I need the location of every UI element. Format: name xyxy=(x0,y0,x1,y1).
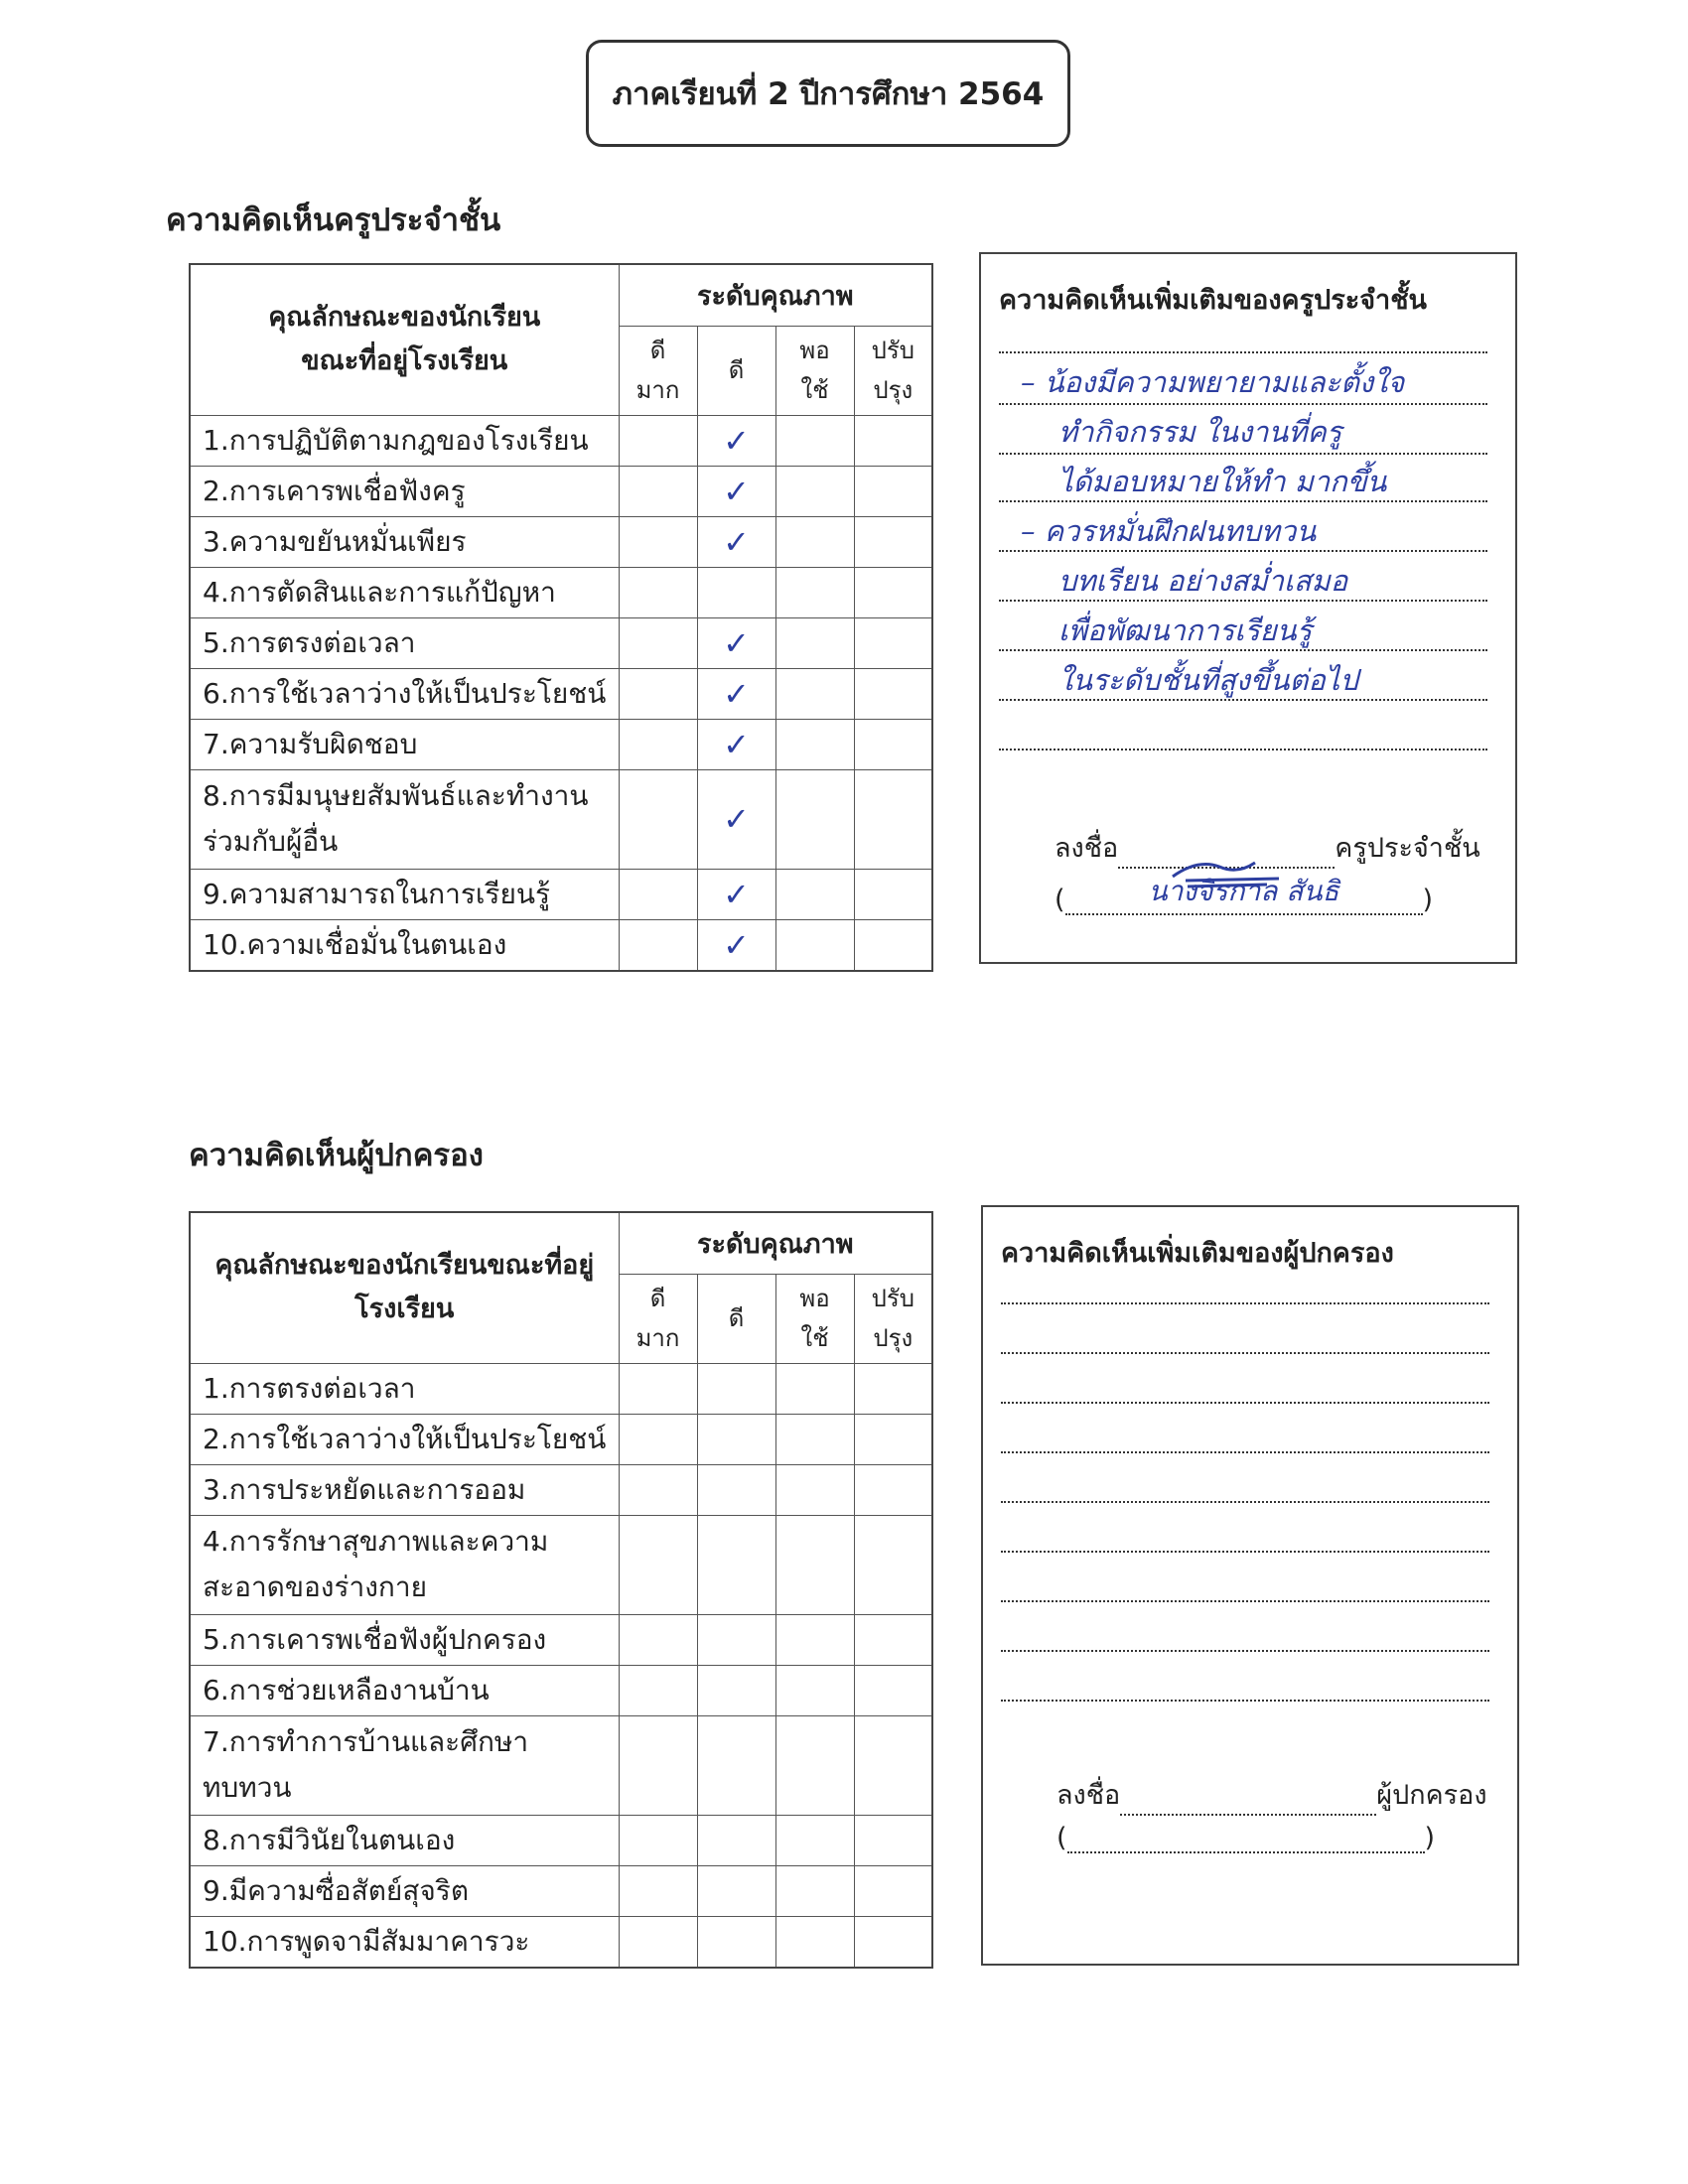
handwritten-comment: เพื่อพัฒนาการเรียนรู้ xyxy=(1058,614,1313,647)
rating-cell[interactable] xyxy=(854,719,932,769)
dotted-line xyxy=(1001,1402,1489,1404)
row-label xyxy=(190,719,619,769)
row-label-line: 2.การใช้เวลาว่างให้เป็นประโยชน์ xyxy=(203,1422,607,1455)
row-label-line: 7.ความรับผิดชอบ xyxy=(203,727,418,760)
table-row xyxy=(190,567,932,617)
teacher-comment-box xyxy=(979,252,1517,964)
handwritten-comment: – น้องมีความพยายามและตั้งใจ xyxy=(1021,365,1405,399)
rating-cell[interactable] xyxy=(775,1515,854,1614)
row-label xyxy=(190,617,619,668)
level-line: ดี xyxy=(649,337,666,364)
table-row xyxy=(190,869,932,919)
table-row xyxy=(190,919,932,971)
rating-cell[interactable] xyxy=(619,1614,697,1665)
rating-cell[interactable]: ✓ xyxy=(697,869,775,919)
rating-cell[interactable] xyxy=(775,617,854,668)
rating-cell[interactable] xyxy=(697,1363,775,1414)
row-label-line: 2.การเคารพเชื่อฟังครู xyxy=(203,474,466,507)
rating-cell[interactable] xyxy=(619,1815,697,1865)
table-header-quality-level: ระดับคุณภาพ xyxy=(619,264,932,326)
rating-cell[interactable] xyxy=(619,516,697,567)
level-line: ใช้ xyxy=(800,1324,829,1352)
table-row xyxy=(190,1665,932,1715)
dotted-line xyxy=(1001,1451,1489,1453)
parent-signature-line xyxy=(1056,1773,1487,1816)
handwritten-comment: – ควรหมั่นฝึกฝนทบทวน xyxy=(1021,514,1317,548)
teacher-comment-title: ความคิดเห็นเพิ่มเติมของครูประจำชั้น xyxy=(999,285,1427,316)
row-label xyxy=(190,466,619,516)
name-close-paren: ) xyxy=(1424,1823,1436,1853)
row-label-line: 9.มีความซื่อสัตย์สุจริต xyxy=(203,1873,470,1907)
dotted-line xyxy=(1001,1650,1489,1652)
row-label-line: 1.การปฏิบัติตามกฎของโรงเรียน xyxy=(203,423,589,457)
row-label xyxy=(190,1815,619,1865)
level-line: ดี xyxy=(728,356,745,384)
sign-role: ผู้ปกครอง xyxy=(1376,1780,1487,1811)
sign-role: ครูประจำชั้น xyxy=(1335,833,1480,864)
row-label-line: 1.การตรงต่อเวลา xyxy=(203,1371,416,1405)
row-label xyxy=(190,1464,619,1515)
level-line: ปรับ xyxy=(871,1285,914,1312)
rating-cell[interactable] xyxy=(619,668,697,719)
signature-field xyxy=(1120,1814,1376,1816)
dotted-line xyxy=(1001,1501,1489,1503)
level-fair xyxy=(775,326,854,415)
teacher-section-title: ความคิดเห็นครูประจำชั้น xyxy=(166,203,501,238)
name-field xyxy=(1067,1851,1425,1853)
rating-cell[interactable] xyxy=(854,1464,932,1515)
row-label-line: 4.การรักษาสุขภาพและความ xyxy=(203,1525,549,1558)
parent-name-line xyxy=(1056,1823,1435,1853)
row-label-line: 4.การตัดสินและการแก้ปัญหา xyxy=(203,575,556,609)
level-line: มาก xyxy=(635,1324,680,1352)
rating-cell[interactable] xyxy=(619,1414,697,1464)
rating-cell[interactable] xyxy=(775,415,854,466)
rating-cell[interactable]: ✓ xyxy=(697,516,775,567)
rating-cell[interactable] xyxy=(854,1815,932,1865)
table-row xyxy=(190,1515,932,1614)
level-line: ปรุง xyxy=(873,1324,914,1352)
row-label-line: 10.ความเชื่อมั่นในตนเอง xyxy=(203,927,507,961)
table-header-characteristics xyxy=(190,1212,619,1363)
row-label-line: ร่วมกับผู้อื่น xyxy=(203,825,339,858)
rating-cell[interactable] xyxy=(854,1865,932,1916)
row-label-line: 6.การช่วยเหลืองานบ้าน xyxy=(203,1673,490,1706)
table-row xyxy=(190,1865,932,1916)
rating-cell[interactable] xyxy=(697,1665,775,1715)
parent-comment-title: ความคิดเห็นเพิ่มเติมของผู้ปกครอง xyxy=(1001,1238,1394,1269)
row-label-line: 10.การพูดจามีสัมมาคารวะ xyxy=(203,1924,530,1958)
level-improve xyxy=(854,326,932,415)
header-line: คุณลักษณะของนักเรียน xyxy=(268,302,541,334)
level-very-good xyxy=(619,326,697,415)
level-improve xyxy=(854,1274,932,1363)
level-good xyxy=(697,1274,775,1363)
table-row xyxy=(190,617,932,668)
row-label xyxy=(190,1614,619,1665)
level-fair xyxy=(775,1274,854,1363)
row-label xyxy=(190,1414,619,1464)
teacher-name-line xyxy=(1055,870,1433,915)
rating-cell[interactable] xyxy=(619,466,697,516)
rating-cell[interactable] xyxy=(775,567,854,617)
rating-cell[interactable] xyxy=(697,567,775,617)
name-open-paren: ( xyxy=(1055,885,1065,915)
handwritten-comment: ในระดับชั้นที่สูงขึ้นต่อไป xyxy=(1058,663,1358,697)
row-label xyxy=(190,415,619,466)
rating-cell[interactable] xyxy=(854,1715,932,1815)
rating-cell[interactable]: ✓ xyxy=(697,719,775,769)
rating-cell[interactable] xyxy=(619,769,697,869)
row-label-line: 3.ความขยันหมั่นเพียร xyxy=(203,524,467,558)
rating-cell[interactable] xyxy=(854,1665,932,1715)
table-row xyxy=(190,1363,932,1414)
row-label xyxy=(190,1916,619,1968)
rating-cell[interactable] xyxy=(697,1715,775,1815)
row-label-line: 8.การมีมนุษยสัมพันธ์และทำงาน xyxy=(203,779,589,812)
level-very-good xyxy=(619,1274,697,1363)
level-line: ดี xyxy=(649,1285,666,1312)
rating-cell[interactable] xyxy=(854,516,932,567)
rating-cell[interactable] xyxy=(697,1916,775,1968)
rating-cell[interactable] xyxy=(619,1865,697,1916)
rating-cell[interactable] xyxy=(775,1665,854,1715)
rating-cell[interactable] xyxy=(775,1464,854,1515)
row-label xyxy=(190,1665,619,1715)
rating-cell[interactable] xyxy=(775,1614,854,1665)
teacher-name-handwritten: นางจิรกาล สันธิ xyxy=(1148,875,1339,907)
dotted-line xyxy=(999,351,1487,353)
rating-cell[interactable] xyxy=(854,1414,932,1464)
table-header-characteristics xyxy=(190,264,619,415)
table-row xyxy=(190,1614,932,1665)
table-row xyxy=(190,415,932,466)
parent-evaluation-table xyxy=(189,1211,933,1969)
rating-cell[interactable] xyxy=(619,719,697,769)
rating-cell[interactable] xyxy=(854,1614,932,1665)
rating-cell[interactable] xyxy=(619,567,697,617)
rating-cell[interactable] xyxy=(619,1715,697,1815)
rating-cell[interactable]: ✓ xyxy=(697,466,775,516)
table-row xyxy=(190,1414,932,1464)
dotted-line xyxy=(1001,1600,1489,1602)
row-label-line: 5.การตรงต่อเวลา xyxy=(203,625,416,659)
rating-cell[interactable] xyxy=(854,617,932,668)
sign-label: ลงชื่อ xyxy=(1055,833,1119,864)
rating-cell[interactable] xyxy=(854,415,932,466)
name-close-paren: ) xyxy=(1422,885,1434,915)
rating-cell[interactable] xyxy=(619,1464,697,1515)
header-line: โรงเรียน xyxy=(354,1294,455,1325)
rating-cell[interactable]: ✓ xyxy=(697,415,775,466)
rating-cell[interactable] xyxy=(697,1515,775,1614)
parent-section-title: ความคิดเห็นผู้ปกครอง xyxy=(189,1138,484,1173)
name-field xyxy=(1065,870,1423,915)
rating-cell[interactable]: ✓ xyxy=(697,919,775,971)
table-row xyxy=(190,1815,932,1865)
rating-cell[interactable] xyxy=(854,869,932,919)
table-row xyxy=(190,668,932,719)
level-line: พอ xyxy=(799,337,830,364)
dotted-line xyxy=(1001,1352,1489,1354)
row-label xyxy=(190,1865,619,1916)
row-label-line: ทบทวน xyxy=(203,1771,292,1804)
table-row xyxy=(190,516,932,567)
rating-cell[interactable] xyxy=(619,415,697,466)
row-label xyxy=(190,769,619,869)
rating-cell[interactable] xyxy=(775,919,854,971)
table-row xyxy=(190,719,932,769)
rating-cell[interactable] xyxy=(619,869,697,919)
rating-cell[interactable] xyxy=(619,1665,697,1715)
rating-cell[interactable] xyxy=(775,1815,854,1865)
rating-cell[interactable] xyxy=(697,1614,775,1665)
term-title: ภาคเรียนที่ 2 ปีการศึกษา 2564 xyxy=(586,40,1070,147)
row-label xyxy=(190,516,619,567)
rating-cell[interactable] xyxy=(775,1865,854,1916)
sign-label: ลงชื่อ xyxy=(1056,1780,1121,1811)
teacher-signature-line xyxy=(1055,826,1480,869)
rating-cell[interactable] xyxy=(854,1363,932,1414)
level-good xyxy=(697,326,775,415)
rating-cell[interactable]: ✓ xyxy=(697,769,775,869)
rating-cell[interactable] xyxy=(619,919,697,971)
dotted-line xyxy=(999,749,1487,751)
row-label xyxy=(190,668,619,719)
dotted-line xyxy=(1001,1551,1489,1553)
rating-cell[interactable] xyxy=(775,769,854,869)
handwritten-comment: บทเรียน อย่างสม่ำเสมอ xyxy=(1058,564,1348,598)
row-label xyxy=(190,567,619,617)
rating-cell[interactable] xyxy=(697,1414,775,1464)
table-row xyxy=(190,1715,932,1815)
rating-cell[interactable] xyxy=(775,466,854,516)
rating-cell[interactable] xyxy=(697,1865,775,1916)
row-label-line: 7.การทำการบ้านและศึกษา xyxy=(203,1725,529,1758)
row-label xyxy=(190,869,619,919)
level-line: ดี xyxy=(728,1304,745,1332)
level-line: ปรุง xyxy=(873,376,914,404)
rating-cell[interactable] xyxy=(775,719,854,769)
rating-cell[interactable] xyxy=(775,1414,854,1464)
rating-cell[interactable] xyxy=(854,466,932,516)
table-row xyxy=(190,769,932,869)
table-header-quality-level: ระดับคุณภาพ xyxy=(619,1212,932,1274)
table-row xyxy=(190,1464,932,1515)
rating-cell[interactable] xyxy=(619,1916,697,1968)
header-line: คุณลักษณะของนักเรียนขณะที่อยู่ xyxy=(214,1250,595,1282)
row-label-line: 6.การใช้เวลาว่างให้เป็นประโยชน์ xyxy=(203,676,607,710)
level-line: ปรับ xyxy=(871,337,914,364)
row-label-line: 9.ความสามารถในการเรียนรู้ xyxy=(203,877,551,910)
rating-cell[interactable] xyxy=(775,1363,854,1414)
dotted-line xyxy=(1001,1700,1489,1702)
rating-cell[interactable] xyxy=(775,668,854,719)
row-label-line: สะอาดของร่างกาย xyxy=(203,1570,427,1603)
level-line: ใช้ xyxy=(800,376,829,404)
dotted-line xyxy=(1001,1302,1489,1304)
level-line: มาก xyxy=(635,376,680,404)
row-label xyxy=(190,1515,619,1614)
teacher-evaluation-table xyxy=(189,263,933,972)
rating-cell[interactable] xyxy=(619,1515,697,1614)
handwritten-comment: ได้มอบหมายให้ทำ มากขึ้น xyxy=(1058,465,1387,498)
rating-cell[interactable] xyxy=(854,1515,932,1614)
row-label xyxy=(190,1363,619,1414)
rating-cell[interactable] xyxy=(854,567,932,617)
rating-cell[interactable] xyxy=(854,919,932,971)
rating-cell[interactable] xyxy=(775,1916,854,1968)
rating-cell[interactable] xyxy=(854,668,932,719)
table-row xyxy=(190,1916,932,1968)
rating-cell[interactable] xyxy=(854,1916,932,1968)
signature-field xyxy=(1118,867,1335,869)
rating-cell[interactable]: ✓ xyxy=(697,668,775,719)
rating-cell[interactable] xyxy=(697,1464,775,1515)
row-label xyxy=(190,919,619,971)
table-row xyxy=(190,466,932,516)
parent-comment-box xyxy=(981,1205,1519,1966)
rating-cell[interactable] xyxy=(854,769,932,869)
header-line: ขณะที่อยู่โรงเรียน xyxy=(301,345,508,377)
rating-cell[interactable] xyxy=(775,516,854,567)
row-label-line: 8.การมีวินัยในตนเอง xyxy=(203,1823,456,1856)
name-open-paren: ( xyxy=(1056,1823,1067,1853)
rating-cell[interactable] xyxy=(619,617,697,668)
rating-cell[interactable] xyxy=(619,1363,697,1414)
rating-cell[interactable] xyxy=(697,1815,775,1865)
level-line: พอ xyxy=(799,1285,830,1312)
rating-cell[interactable]: ✓ xyxy=(697,617,775,668)
handwritten-comment: ทำกิจกรรม ในงานที่ครู xyxy=(1058,415,1342,449)
rating-cell[interactable] xyxy=(775,1715,854,1815)
row-label-line: 3.การประหยัดและการออม xyxy=(203,1472,526,1506)
rating-cell[interactable] xyxy=(775,869,854,919)
row-label-line: 5.การเคารพเชื่อฟังผู้ปกครอง xyxy=(203,1622,547,1656)
row-label xyxy=(190,1715,619,1815)
